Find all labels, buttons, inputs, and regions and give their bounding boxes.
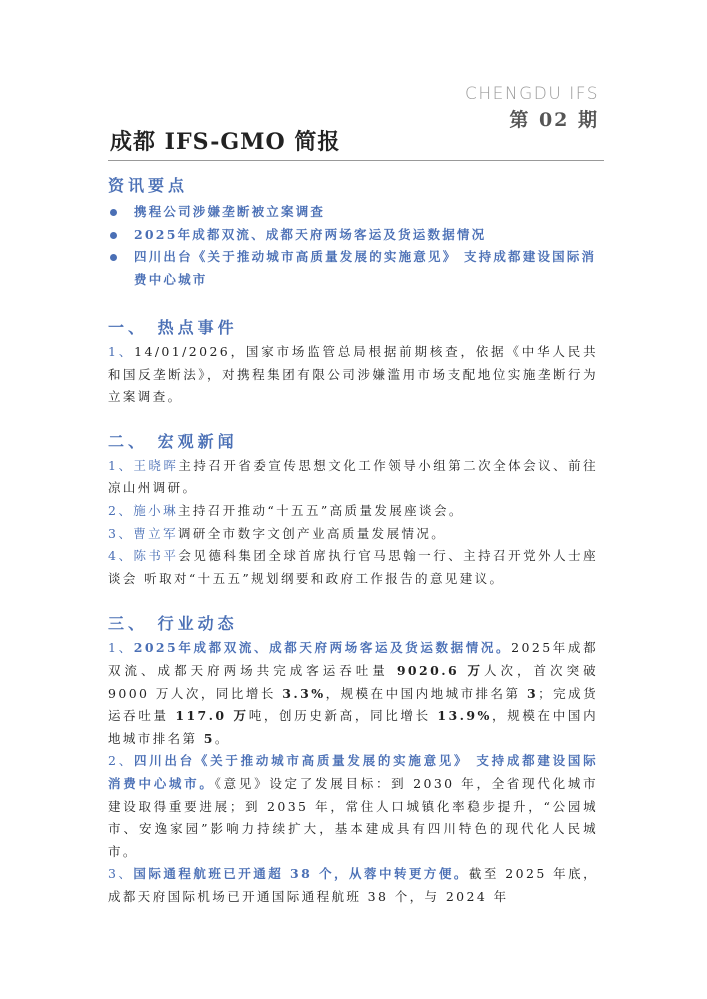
industry-news-heading: 三、 行业动态 (108, 614, 238, 634)
bullet-dot-icon (110, 232, 117, 239)
macro-news-item: 4、陈书平会见德科集团全球首席执行官马思翰一行、主持召开党外人士座谈会 听取对“十五五”规划纲要和政府工作报告的意见建议。 (108, 548, 598, 586)
hot-events-heading: 一、 热点事件 (108, 318, 238, 337)
industry-news-item: 2、四川出台《关于推动城市高质量发展的实施意见》 支持成都建设国际消费中心城市。《意见》设定了发展目标：到 2030 年，全省现代化城市建设取得重要进展；到 2035 年，常住人口城镇化率稳步提升，“公园城市、安逸家园”影响力持续扩大，基本建成具有四川特色的现代化人民城市。 (108, 753, 598, 859)
industry-news-item: 1、2025年成都双流、成都天府两场客运及货运数据情况。2025年成都双流、成都天府两场共完成客运吞吐量 9020.6 万人次，首次突破 9000 万人次，同比增长 3.3%，规模在中国内地城市排名第 3；完成货运吞吐量 117.0 万吨，创历史新高，同比增长 13.9%，规模在中国内地城市排名第 5。 (108, 640, 599, 746)
list-item: 四川出台《关于推动城市高质量发展的实施意见》 支持成都建设国际消费中心城市 (108, 246, 598, 291)
macro-news-item: 1、王晓晖主持召开省委宣传思想文化工作领导小组第二次全体会议、前往凉山州调研。 (108, 457, 598, 496)
list-item: 携程公司涉嫌垄断被立案调查 (108, 201, 598, 224)
macro-news-heading: 二、 宏观新闻 (108, 431, 238, 451)
issue-number: 第 02 期 (509, 109, 599, 131)
bullet-dot-icon (110, 209, 117, 216)
briefing-content (108, 173, 598, 908)
bullet-dot-icon (110, 254, 117, 261)
header-divider (108, 160, 604, 161)
list-item: 2025年成都双流、成都天府两场客运及货运数据情况 (108, 224, 598, 247)
macro-news-item: 3、曹立军调研全市数字文创产业高质量发展情况。 (108, 525, 447, 541)
industry-news-item: 3、国际通程航班已开通超 38 个，从蓉中转更方便。截至 2025 年底，成都天府国际机场已开通国际通程航班 38 个，与 2024 年 (108, 866, 598, 904)
highlights-list (108, 201, 598, 291)
page-title: 成都 IFS-GMO 简报 (110, 129, 341, 155)
highlights-heading: 资讯要点 (108, 176, 189, 195)
brand-wordmark: CHENGDU IFS (464, 84, 599, 104)
hot-event-item: 1、14/01/2026，国家市场监管总局根据前期核查，依据《中华人民共和国反垄断法》，对携程集团有限公司涉嫌滥用市场支配地位实施垄断行为立案调查。 (108, 344, 598, 405)
macro-news-item: 2、施小琳主持召开推动“十五五”高质量发展座谈会。 (108, 502, 464, 518)
